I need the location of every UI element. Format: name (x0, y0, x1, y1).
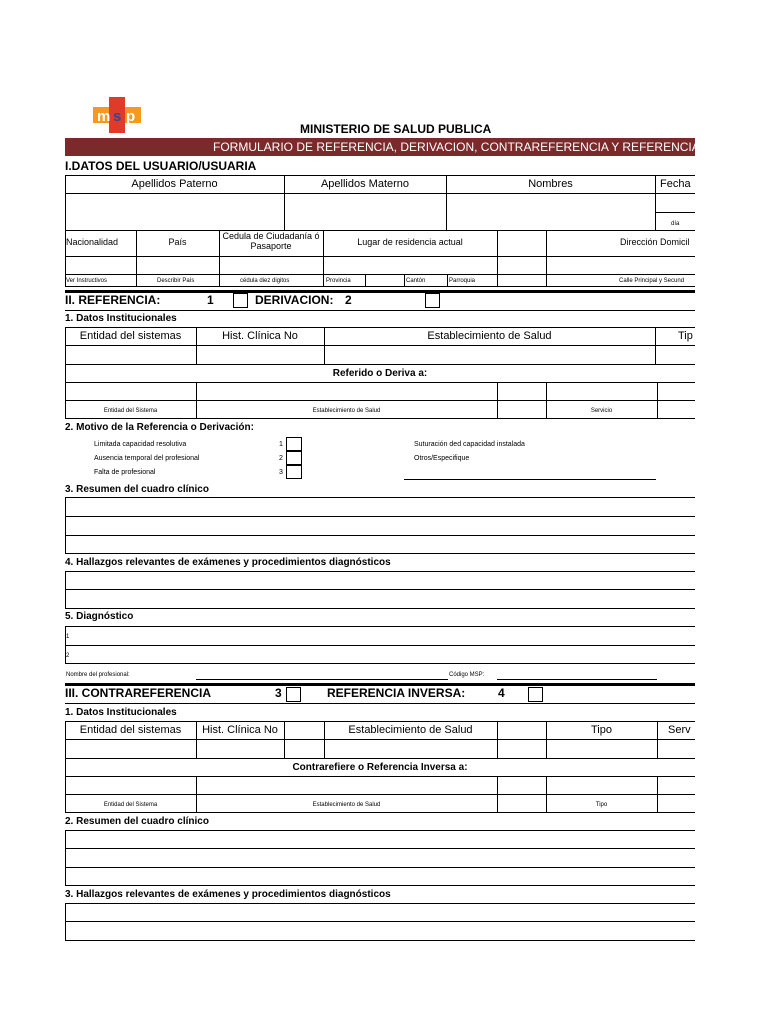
referencia-inversa-checkbox[interactable] (528, 687, 543, 702)
note-instructivos: Ver Instructivos (66, 278, 108, 284)
col-nacionalidad: Nacionalidad (66, 237, 119, 247)
section-1-title: I.DATOS DEL USUARIO/USUARIA (65, 159, 257, 173)
resumen-3-title: 2. Resumen del cuadro clínico (65, 816, 209, 827)
motivo-title: 2. Motivo de la Referencia o Derivación: (65, 422, 254, 433)
motivo-2-label: Ausencia temporal del profesional (94, 455, 200, 462)
title-band (65, 138, 715, 156)
referido-deriva-label: Referido o Deriva a: (332, 368, 428, 379)
col-tipo-3: Tipo (591, 724, 612, 736)
svg-text:m: m (97, 108, 111, 125)
col-establecimiento-3: Establecimiento de Salud (348, 724, 473, 736)
dia-label: día (671, 221, 680, 227)
msp-logo (93, 97, 143, 133)
col-direccion: Dirección Domicil (620, 237, 690, 247)
note-calle: Calle Principal y Secund (619, 278, 685, 284)
col-entidad-3: Entidad del sistemas (79, 724, 182, 736)
resumen-title: 3. Resumen del cuadro clínico (65, 484, 209, 495)
col-fecha: Fecha (660, 178, 691, 190)
note-entidad-3: Entidad del Sistema (103, 802, 158, 808)
diagnostico-2-number: 2 (66, 653, 70, 659)
diagnostico-1-number: 1 (66, 634, 70, 640)
col-establecimiento: Establecimiento de Salud (427, 330, 552, 342)
col-apellido-materno: Apellidos Materno (320, 178, 410, 190)
svg-text:p: p (126, 108, 136, 125)
note-entidad-2: Entidad del Sistema (103, 408, 158, 414)
note-establecimiento-2: Establecimiento de Salud (312, 408, 381, 414)
contrareferencia-checkbox[interactable] (286, 687, 301, 702)
motivo-2-number: 2 (279, 455, 283, 462)
derivacion-number: 2 (345, 293, 352, 307)
motivo-3-label: Falta de profesional (94, 469, 156, 476)
col-lugar-residencia: Lugar de residencia actual (357, 237, 463, 247)
datos-institucionales-3: 1. Datos Institucionales (65, 707, 177, 718)
derivacion-checkbox[interactable] (425, 293, 440, 308)
col-nombres: Nombres (528, 178, 573, 190)
contrareferencia-number: 3 (275, 686, 282, 700)
note-establecimiento-3: Establecimiento de Salud (312, 802, 381, 808)
col-cedula: Cedula de Ciudadanía ó Pasaporte (222, 231, 320, 251)
derivacion-label: DERIVACION: (255, 293, 334, 307)
col-pais: País (168, 237, 187, 247)
nombre-profesional-label: Nombre del profesional: (66, 672, 130, 678)
otros-especifique-line[interactable] (404, 479, 656, 480)
motivo-1-label: Limitada capacidad resolutiva (94, 441, 187, 448)
codigo-msp-line[interactable] (497, 679, 657, 680)
col-tipo: Tip (678, 330, 693, 342)
referencia-number: 1 (207, 293, 214, 307)
motivo-4-label: Suturación ded capacidad instalada (414, 441, 525, 448)
hallazgos-3-title: 3. Hallazgos relevantes de exámenes y procedimientos diagnósticos (65, 889, 391, 900)
note-servicio: Servicio (590, 408, 613, 414)
motivo-5-label: Otros/Especifique (414, 455, 470, 462)
col-hist-clinica-3: Hist. Clínica No (202, 724, 278, 736)
note-tipo-3: Tipo (595, 802, 608, 808)
note-canton: Cantón (406, 278, 426, 284)
motivo-1-checkbox[interactable] (286, 437, 302, 451)
note-provincia: Provincia (326, 278, 351, 284)
referencia-inversa-label: REFERENCIA INVERSA: (327, 686, 466, 700)
note-parroquia: Parroquia (449, 278, 476, 284)
contrarefiere-label: Contrarefiere o Referencia Inversa a: (292, 762, 468, 773)
motivo-3-checkbox[interactable] (286, 465, 302, 479)
section-3-title: III. CONTRAREFERENCIA (65, 686, 212, 700)
col-entidad: Entidad del sistemas (79, 330, 182, 342)
col-apellido-paterno: Apellidos Paterno (131, 178, 218, 190)
diagnostico-title: 5. Diagnóstico (65, 611, 134, 622)
referencia-checkbox[interactable] (233, 293, 248, 308)
referencia-inversa-number: 4 (498, 686, 505, 700)
section-2-title: II. REFERENCIA: (65, 293, 161, 307)
note-pais: Describir País (157, 278, 195, 284)
note-cedula: cédula diez digitos (240, 278, 290, 284)
col-hist-clinica: Hist. Clínica No (222, 330, 298, 342)
form-title: FORMULARIO DE REFERENCIA, DERIVACION, CONTRAREFERENCIA Y REFERENCIA IN (213, 140, 715, 154)
motivo-3-number: 3 (279, 469, 283, 476)
hallazgos-title: 4. Hallazgos relevantes de exámenes y procedimientos diagnósticos (65, 557, 391, 568)
nombre-profesional-line[interactable] (196, 679, 448, 680)
ministry-title: MINISTERIO DE SALUD PUBLICA (300, 122, 492, 136)
col-servicio-3: Serv (668, 724, 691, 736)
svg-text:s: s (113, 108, 122, 125)
codigo-msp-label: Código MSP: (449, 672, 485, 678)
motivo-1-number: 1 (279, 441, 283, 448)
motivo-2-checkbox[interactable] (286, 451, 302, 465)
datos-institucionales-2: 1. Datos Institucionales (65, 313, 177, 324)
